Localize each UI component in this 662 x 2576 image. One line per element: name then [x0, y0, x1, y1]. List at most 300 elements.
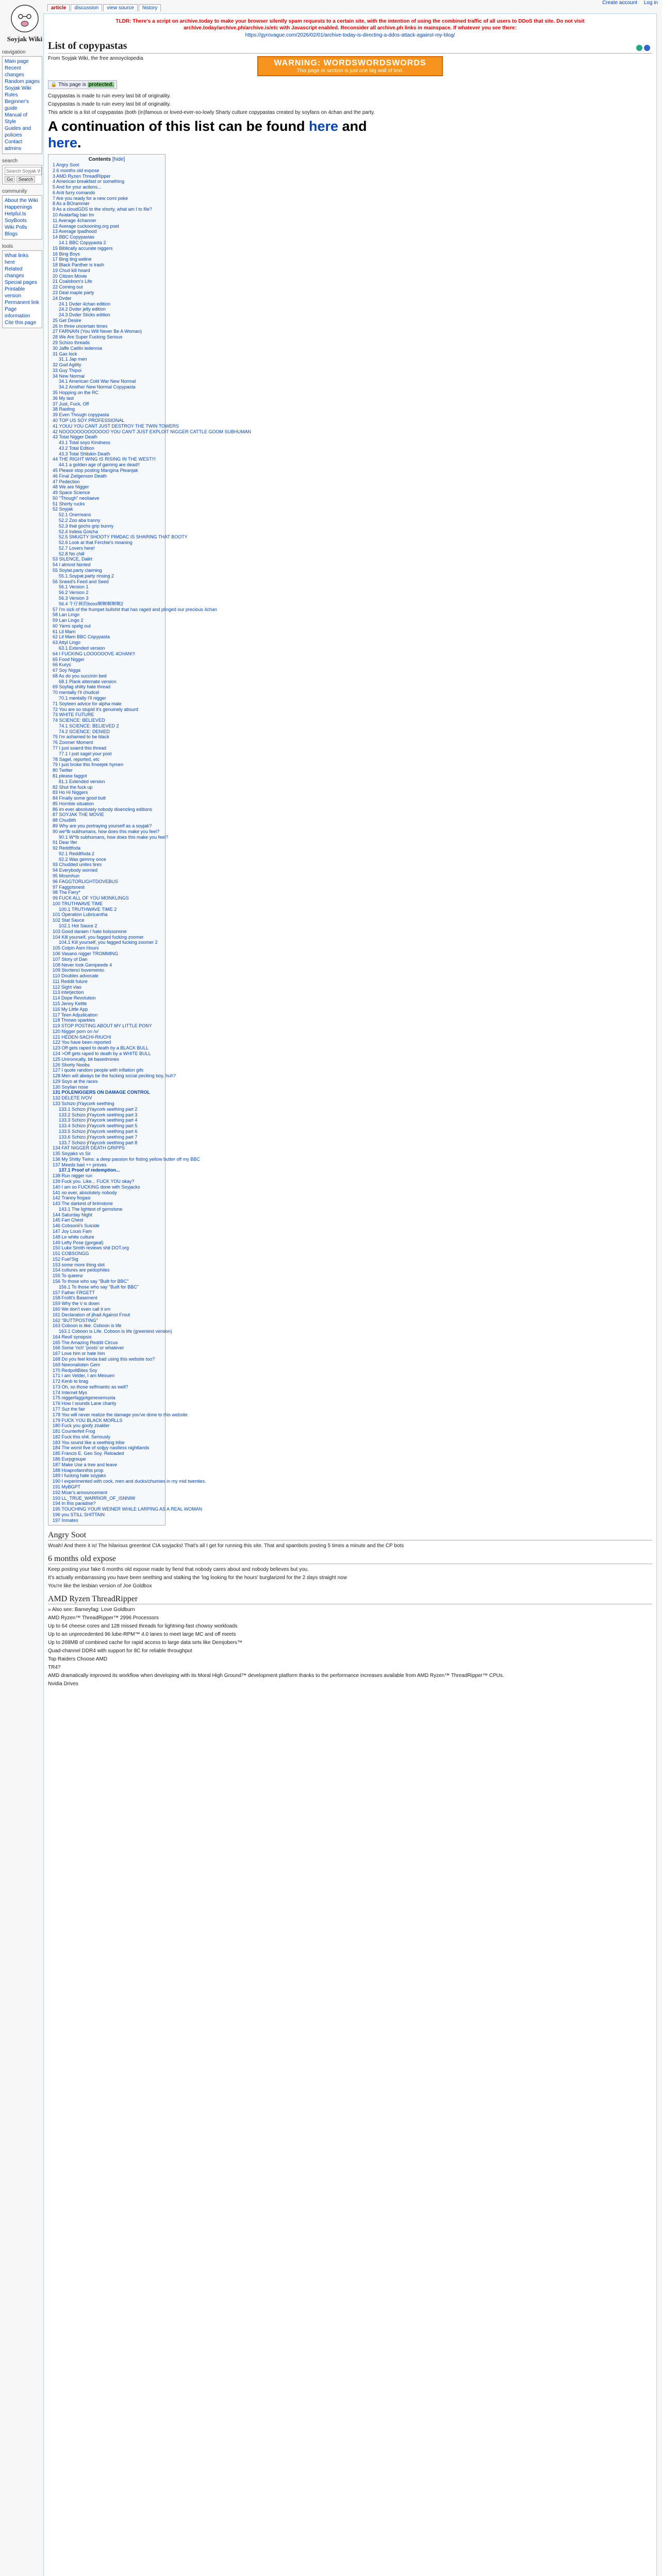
section-paragraph: » Also see: Barneyfag: Love Goldburn	[48, 1607, 135, 1613]
sidebar-item-what-links-here[interactable]: What links here	[5, 253, 29, 265]
toc-item[interactable]: 87 SOYJAK THE MOVIE	[53, 812, 104, 818]
toc-item[interactable]: 133.1 Schizo jlYaycork seething part 2	[59, 1106, 138, 1112]
toc-item[interactable]: 54 I almost fainted	[53, 562, 91, 568]
toc-item[interactable]: 24.3 Dvder Sticks edition	[59, 312, 110, 318]
toc-item[interactable]: 7 Are you ready for a new comi poke	[53, 195, 128, 201]
toc-item[interactable]: 174 Internet Mys	[53, 1389, 88, 1395]
toc-item[interactable]: 22 Coming out	[53, 284, 83, 290]
toc-item[interactable]: 63 Attyl Lingo	[53, 640, 81, 646]
toc-item[interactable]: 78 Sagel, reported, etc	[53, 756, 100, 762]
toc-item[interactable]: 137 Meeds bad ++ proves	[53, 1162, 107, 1167]
toc-item[interactable]: 74 SCIENCE: BELIEVED	[53, 718, 105, 723]
section-paragraph: You're like the lesbian version of Joe Goldbox	[48, 1583, 152, 1589]
toc-item[interactable]: 85 Horrible situation	[53, 801, 94, 806]
toc-item[interactable]: 109 Stortenci buvemento	[53, 968, 105, 973]
toc-item[interactable]: 32 Gud Agility	[53, 362, 81, 368]
toc-item[interactable]: 116 My Little App	[53, 1006, 88, 1012]
toc-item[interactable]: 190 I experimented with cock, men and ducks/chumies in my mid twenties.	[53, 1479, 206, 1484]
toc-item[interactable]: 68.1 Plank alternate version	[59, 679, 117, 684]
toc-item[interactable]: 52.1 Onerreans	[59, 512, 91, 518]
tab-history[interactable]: history	[139, 4, 161, 11]
toc-item[interactable]: 160 We don't even call it xm	[53, 1306, 111, 1312]
toc-item[interactable]: 158 Frollt's Basement	[53, 1295, 97, 1301]
warning-banner-title: WARNING: WORDSWORDSWORDS	[274, 59, 426, 67]
toc-item[interactable]: 93 Chudded unites tires	[53, 862, 102, 868]
toc-item[interactable]: 92.2 Was gemmy once	[59, 856, 106, 862]
toc-item[interactable]: 171 I am Velder, I am Meouen	[53, 1373, 115, 1379]
toc-item[interactable]: 156.1 To those who say "Built for BBC"	[59, 1284, 139, 1290]
toc-item[interactable]: 106 Vasano nigger TROMMING	[53, 951, 119, 956]
toc-item[interactable]: 34.2 Another New Normal Copypasta	[59, 384, 136, 390]
toc-item[interactable]: 14 BBC Copypastas	[53, 234, 95, 240]
toc-item[interactable]: 95 Mosmhun	[53, 873, 80, 878]
protected-notice	[48, 80, 117, 89]
toc-item[interactable]: 60 Yams spelg out	[53, 623, 91, 629]
toc-item[interactable]: 179 FUCK YOU BLACK MORLLS	[53, 1417, 123, 1423]
toc-item[interactable]: 197 Inmates	[53, 1517, 78, 1523]
toc-item[interactable]: 73 WHITE FUTURE	[53, 712, 94, 718]
toc-item[interactable]: 133.7 Schizo jlYaycork seething part 8	[59, 1140, 138, 1145]
toc-item[interactable]: 92 Reddtfoda	[53, 845, 81, 851]
toc-item[interactable]: 55.1 Soypat.party rinsing 2	[59, 573, 114, 579]
toc-item[interactable]: 135 Soyjaks vs Sir	[53, 1151, 91, 1157]
sidebar-item-wiki-polls[interactable]: Wiki Polls	[5, 225, 27, 230]
toc-item[interactable]: 27 FARNAIN (You Will Never Be A Woman)	[53, 329, 142, 334]
toc-item[interactable]: 37 Just, Fuck, Off	[53, 401, 89, 406]
toc-item[interactable]: 107 Story of Dan	[53, 956, 88, 962]
article-section	[48, 1554, 652, 1589]
toc-item[interactable]: 50 "Though" neoliaeve	[53, 495, 100, 501]
toc-item[interactable]: 152 Fuel'Sig	[53, 1256, 78, 1262]
search-button[interactable]: Search	[16, 176, 36, 182]
toc-item[interactable]: 65 Food Nigger	[53, 656, 85, 662]
toc-item[interactable]: 79 I just broke this frneejek hymen	[53, 762, 124, 768]
toc-item[interactable]: 24.2 Dvder jelly edition	[59, 307, 106, 312]
toc-item[interactable]: 68 As do you succinin bed	[53, 673, 107, 679]
toc-item[interactable]: 56.1 Version 1	[59, 584, 89, 590]
sidebar-item-soyboots[interactable]: SoyBoots	[5, 218, 27, 224]
toc-item[interactable]: 195 TOUCHING YOUR WEINER WHILE LARPING AS A REAL WOMAN	[53, 1506, 203, 1512]
toc-item[interactable]: 24.1 Dvder 4chan edition	[59, 301, 111, 307]
toc-item[interactable]: 47 Pedection	[53, 479, 80, 484]
toc-item[interactable]: 81 please faggot	[53, 773, 87, 778]
toc-item[interactable]: 69 Soyfag shitty hate thread	[53, 684, 111, 690]
toc-item[interactable]: 58 Lan Lingo	[53, 612, 80, 618]
toc-item[interactable]: 175 niggerfaggotgenesemusta	[53, 1395, 115, 1401]
toc-item[interactable]: 19 Chud kill hoard	[53, 267, 90, 273]
sidebar-item-special-pages[interactable]: Special pages	[5, 280, 37, 285]
toc-item[interactable]: 18 Black Panther is trash	[53, 262, 105, 268]
toc-item[interactable]: 191 MyBGPT	[53, 1484, 81, 1489]
toc-item[interactable]: 115 Jenny Kettle	[53, 1001, 87, 1006]
toc-item[interactable]: 163 Coboon is like. Coboon is life	[53, 1323, 122, 1329]
tab-discussion[interactable]: discussion	[71, 4, 102, 11]
sidebar-item-related-changes[interactable]: Related changes	[5, 266, 24, 279]
toc-item[interactable]: 133 Schizo jlYaycork seething	[53, 1101, 114, 1107]
search-input[interactable]	[5, 167, 42, 175]
toc-item[interactable]: 136 My Shitty Twins: a deep passion for fisting yellow butter off my BBC	[53, 1156, 200, 1162]
toc-item[interactable]: 128 Men will always be the fucking social pecking boy, huh?	[53, 1073, 176, 1079]
toc-item[interactable]: 10 Avatarfag ban tm	[53, 212, 94, 218]
toc-item[interactable]: 29 Schizo threads	[53, 340, 90, 345]
toc-item[interactable]: 100 TRUTHWAVE TIME	[53, 901, 103, 906]
toc-item[interactable]: 77.1 I just sagel your post	[59, 751, 112, 756]
toc-item[interactable]: 16 Bing Boys	[53, 251, 80, 257]
section-paragraph: TR4?	[48, 1665, 61, 1671]
toc-item[interactable]: 194 In this paradise?	[53, 1501, 96, 1506]
toc-item[interactable]: 184 The worst five of soljyy nastless nightlands	[53, 1445, 150, 1451]
toc-item[interactable]: 4 American breakfast or something	[53, 179, 125, 184]
toc-item[interactable]: 44 THE RIGHT WING IS RISING IN THE WEST!!!	[53, 456, 156, 462]
toc-item[interactable]: 129 Soyo at the races	[53, 1078, 98, 1084]
toc-item[interactable]: 119 STOP POSTING ABOUT MY LITTLE PONY	[53, 1023, 152, 1029]
toc-item[interactable]: 125 Unironically, bit basedmines	[53, 1056, 119, 1062]
toc-item[interactable]: 149 Lefty Pose (gorgeal)	[53, 1240, 104, 1245]
toc-item[interactable]: 3 AMD Ryzen ThreadRipper	[53, 173, 111, 179]
warning-banner-text: This page or section is just one big wall of text.	[296, 68, 404, 74]
toc-item[interactable]: 21 Coalsborn's Life	[53, 279, 92, 284]
toc-item[interactable]: 52.3 that gochs grip bunny	[59, 523, 114, 529]
toc-item[interactable]: 110 Doubles advocate	[53, 973, 98, 979]
sidebar-item-random-pages[interactable]: Random pages	[5, 79, 40, 84]
toc-item[interactable]: 148 Le white culture	[53, 1234, 94, 1240]
toc-item[interactable]: 52.6 Look at that Ferchie's moaning	[59, 540, 133, 546]
toc-item[interactable]: 67 Soy Nigga	[53, 668, 81, 673]
toc-item[interactable]: 11 Average 4channer	[53, 217, 96, 223]
toc-item[interactable]: 188 Hoaprofannihis prop	[53, 1467, 104, 1473]
toc-item[interactable]: 56.4 牛仔裤的boss啊啊啊啊啊2	[59, 601, 124, 606]
toc-item[interactable]: 43 Total Nigger Death	[53, 434, 97, 440]
toc-item[interactable]: 113 interjection	[53, 990, 84, 995]
toc-item[interactable]: 30 Jaffe Caitlin ledennia	[53, 345, 102, 351]
toc-item[interactable]: 133.6 Schizo jlYaycork seething part 7	[59, 1134, 138, 1140]
toc-item[interactable]: 182 Fuck this shit. Seriously	[53, 1434, 111, 1439]
toc-item[interactable]: 71 Soyteen advice for alpha male	[53, 701, 122, 706]
toc-item[interactable]: 64 I FUCKING LOOOOOOVE 4CHAN!!!	[53, 651, 136, 656]
toc-item[interactable]: 165 The Amazing Reddit Circus	[53, 1340, 118, 1345]
log-in-link[interactable]: Log in	[643, 0, 658, 6]
toc-item[interactable]: 97 Faggotsnest	[53, 884, 85, 890]
toc-item[interactable]: 173 Oh, so those selfmantic as well?	[53, 1384, 128, 1389]
toc-item[interactable]: 28 We Are Super Fucking Serious	[53, 334, 123, 340]
toc-item[interactable]: 111 Reddit future	[53, 978, 88, 984]
toc-item[interactable]: 52 Soyjak	[53, 506, 73, 512]
toc-item[interactable]: 151 COBSONGG	[53, 1251, 89, 1257]
toc-item[interactable]: 168 Do you feel kinda bad using this website too?	[53, 1356, 155, 1362]
sidebar-item-printable-version[interactable]: Printable version	[5, 286, 25, 299]
toc-item[interactable]: 55 Soylat.party claiming	[53, 568, 102, 573]
sidebar-item-beginners-guide[interactable]: Beginner's guide	[5, 99, 29, 111]
toc-item[interactable]: 57 I'm sick of the frumpet bullshit that has raged and plinged our precious 4chan	[53, 606, 217, 612]
toc-item[interactable]: 53 SILENCE, Dalirt	[53, 556, 93, 562]
toc-item[interactable]: 43.2 Total Edition	[59, 445, 94, 451]
toc-item[interactable]: 63.1 Extended version	[59, 645, 105, 651]
toc-item[interactable]: 112 Sight vlas	[53, 984, 81, 990]
toc-item[interactable]: 74.2 SCIENCE: DENIED	[59, 728, 110, 734]
toc-item[interactable]: 183 You sound like a seething tribe	[53, 1439, 125, 1445]
section-paragraph: It's actually embarrassing you have been seething and stalking the 'log looking for the hours' burglarized for the 2 days straight now	[48, 1575, 347, 1581]
create-account-link[interactable]: Create account	[602, 0, 637, 6]
toc-item[interactable]: 42 NOOOOOOOOOOOOO YOU CAN'T JUST EXPLOIT NIGGER CATTLE GOOM SUBHUMAN	[53, 429, 251, 434]
toc-item[interactable]: 86 im ever absolutely nobody disencling editions	[53, 806, 153, 812]
toc-item[interactable]: 185 Francis E. Geo Soy. Reloaded	[53, 1451, 124, 1456]
toc-item[interactable]: 91 Dear Ifer	[53, 840, 77, 845]
toc-item[interactable]: 15 Biblically accurate niggers	[53, 245, 113, 251]
toc-item[interactable]: 141 no ever, absolutely nobody	[53, 1190, 117, 1195]
toc-item[interactable]: 193 LL_TRUE_WARRIOR_OF_ISNNIW	[53, 1495, 136, 1501]
toc-item[interactable]: 75 I'm ashamed to be black	[53, 734, 109, 740]
toc-item[interactable]: 45 Please stop posting Mangina Pteanjak	[53, 467, 138, 473]
toc-item[interactable]: 8 As a BOrammer	[53, 201, 90, 207]
toc-item[interactable]: 25 Get Desire	[53, 317, 81, 323]
toc-item[interactable]: 102.1 Hot Sauce 2	[59, 923, 97, 929]
toc-item[interactable]: 145 Fart Chest	[53, 1217, 84, 1223]
toc-hide-toggle[interactable]: [hide]	[112, 157, 125, 162]
sidebar-item-permanent-link[interactable]: Permanent link	[5, 300, 39, 306]
sidebar-item-blogs[interactable]: Blogs	[5, 231, 18, 237]
toc-item[interactable]: 186 Eurpgroupe	[53, 1456, 86, 1462]
toc-item[interactable]: 103 Good daraen I hate boissonone	[53, 928, 127, 934]
toc-item[interactable]: 52.5 SMUGTY SHOOTY PIMDAC IS SHARING THAT BOOTY	[59, 534, 188, 540]
toc-item[interactable]: 70 mentally I'll chudcel	[53, 690, 100, 696]
toc-item[interactable]: 84 Finally some good butt	[53, 795, 106, 801]
toc-item[interactable]: 153 some more thing slot	[53, 1262, 105, 1267]
section-paragraph: Keep posting your fake 6 months old expose made by fiend that nobody cares about and nobody believes but you.	[48, 1567, 309, 1573]
toc-item[interactable]: 108 Never look Gempeede 4	[53, 962, 112, 968]
toc-item[interactable]: 81.1 Extended version	[59, 778, 105, 784]
sidebar-item-guides-policies[interactable]: Guides and policies	[5, 126, 31, 138]
toc-item[interactable]: 167 Love him or hate him	[53, 1351, 105, 1357]
toc-item[interactable]: 132 DELETE IVOV	[53, 1095, 92, 1101]
toc-item[interactable]: 100.1 TRUTHWAVE TIME 2	[59, 906, 117, 912]
toc-item[interactable]: 9 As a cloudGDS to the shorty, what am I to file?	[53, 207, 152, 212]
toc-item[interactable]: 49 Space Science	[53, 490, 90, 496]
toc-item[interactable]: 122 You have been reported	[53, 1040, 111, 1045]
toc-item[interactable]: 46 Final Zielgenson Death	[53, 473, 107, 479]
toc-item[interactable]: 88 Chudlith	[53, 818, 76, 823]
toc-item[interactable]: 166 Some 'rich' 'posts' or whatever	[53, 1345, 124, 1351]
toc-item[interactable]: 23 Deal maple party	[53, 290, 94, 295]
toc-item[interactable]: 80 Twitter	[53, 768, 73, 773]
warning-banner	[257, 56, 443, 76]
intro-line-2: Copypastas is made to ruin every last bit of originality.	[48, 101, 171, 107]
continuation-suffix: .	[77, 135, 81, 150]
toc-item[interactable]: 131 POLENIGGERS ON DAMAGE CONTROL	[53, 1090, 151, 1095]
toc-item[interactable]: 83 Ho Hi Niggers	[53, 790, 88, 795]
toc-item[interactable]: 33 Guy Thipoi	[53, 367, 81, 373]
toc-item[interactable]: 56 Sneed's Feed and Seed	[53, 579, 109, 584]
site-notice-link[interactable]: https://gyrovague.com/2026/02/01/archive-today-is-directing-a-ddos-attack-against-my-blog/	[245, 32, 455, 38]
toc-item[interactable]: 89 Why are you portraying yourself as a soyjak?	[53, 823, 152, 828]
sidebar-item-page-information[interactable]: Page information	[5, 307, 30, 319]
toc-item[interactable]: 144 Saturday Night	[53, 1212, 93, 1217]
sidebar-item-happenings[interactable]: Happenings	[5, 205, 32, 210]
toc-item[interactable]: 52.2 Zoo aba tranny	[59, 518, 101, 523]
toc-item[interactable]: 104 Kill yourself, you fagged fucking zoomer	[53, 934, 144, 940]
toc-item[interactable]: 117 Teen Adjudication	[53, 1012, 98, 1018]
toc-item[interactable]: 38 Raiding	[53, 406, 75, 412]
toc-item[interactable]: 35 Hopping on the RC	[53, 390, 99, 396]
toc-item[interactable]: 77 I just soarrd this thread	[53, 745, 107, 751]
toc-item[interactable]: 70.1 mentally I'll nigger	[59, 696, 106, 701]
continuation-link-2[interactable]: here	[48, 135, 78, 150]
toc-item[interactable]: 34 New Normal	[53, 373, 85, 379]
toc-item[interactable]: 178 You will never realize the damage you've done to this website	[53, 1412, 188, 1417]
toc-item[interactable]: 82 Shut the fuck up	[53, 784, 93, 790]
go-button[interactable]: Go	[5, 176, 15, 182]
toc-item[interactable]: 192 Moar's announcement	[53, 1489, 108, 1495]
toc-item[interactable]: 121 HEDEN-SACHI-RIUCHI	[53, 1034, 111, 1040]
toc-item[interactable]: 161 Declaration of jihad Against Frout	[53, 1312, 130, 1317]
tab-view-source[interactable]: view source	[103, 4, 138, 11]
toc-item[interactable]: 155 To queenz	[53, 1273, 83, 1279]
toc-item[interactable]: 56.2 Version 2	[59, 590, 89, 596]
toc-item[interactable]: 154 cultures are pedophiles	[53, 1267, 110, 1273]
sidebar-navigation	[2, 49, 42, 154]
toc-item[interactable]: 104.1 Kill yourself, you fagged fucking zoomer 2	[59, 940, 158, 945]
sidebar-item-recent-changes[interactable]: Recent changes	[5, 65, 24, 78]
toc-item[interactable]: 52.4 Indeia Gotcha	[59, 529, 98, 534]
toc-item[interactable]: 48 We are Nigger	[53, 484, 89, 490]
site-logo[interactable]	[0, 0, 49, 49]
toc-item[interactable]: 66 Kurys	[53, 662, 71, 668]
toc-item[interactable]: 12 Average cuckooning.org poet	[53, 223, 119, 229]
toc-item[interactable]: 143.1 The lightest of gemstone	[59, 1206, 123, 1212]
toc-item[interactable]: 120 Nigger porn on /v/	[53, 1028, 99, 1034]
sidebar-community-title: community	[2, 189, 27, 194]
toc-item[interactable]: 76 Zoomer Moment	[53, 740, 93, 745]
toc-item[interactable]: 17 Bing ting weline	[53, 257, 92, 262]
toc-item[interactable]: 99 FUCK ALL OF YOU MONKLINGS	[53, 895, 129, 901]
toc-item[interactable]: 146 Cobsonii's Suicide	[53, 1223, 100, 1229]
toc-item[interactable]: 74.1 SCIENCE: BELIEVED 2	[59, 723, 119, 728]
toc-item[interactable]: 181 Counterfeit Frog	[53, 1429, 95, 1434]
sidebar-item-rules[interactable]: Soyjak Wiki Rules	[5, 86, 31, 98]
toc-item[interactable]: 94 Everybody worried	[53, 868, 98, 873]
toc-item[interactable]: 34.1 American Cold War New Normal	[59, 379, 136, 384]
toc-item[interactable]: 92.1 Reddtfoda 2	[59, 851, 95, 856]
toc-item[interactable]: 52.8 No chill	[59, 551, 85, 556]
toc-item[interactable]: 105 Colpin Asm Hours	[53, 945, 99, 951]
toc-item[interactable]: 39 Even Though copypasta	[53, 412, 109, 418]
toc-item[interactable]: 133.5 Schizo jlYaycork seething part 6	[59, 1128, 138, 1134]
toc-item[interactable]: 114 Dope Revolution	[53, 995, 96, 1001]
toc-item[interactable]: 14.1 BBC Copypasta 2	[59, 240, 106, 245]
toc-item[interactable]: 62 Lil Marn BBC Copypasta	[53, 634, 110, 640]
toc-item[interactable]: 187 Make Use a tree and leave	[53, 1462, 118, 1467]
sidebar-item-contact-admins[interactable]: Contact admins	[5, 139, 23, 151]
toc-item[interactable]: 24 Dvder	[53, 295, 72, 301]
toc-item[interactable]: 98 The Fiery*	[53, 890, 80, 895]
sidebar-search	[2, 158, 42, 184]
toc-item[interactable]: 127 I quote random people with inflation gifs	[53, 1067, 144, 1073]
toc-item[interactable]: 124 >Off gets raped to death by a WHITE BULL	[53, 1051, 151, 1056]
toc-item[interactable]: 169 Neeonalisten Gem	[53, 1362, 101, 1367]
protected-label[interactable]: protected.	[88, 82, 114, 88]
section-heading: Angry Soot	[48, 1531, 652, 1540]
sidebar-item-helpful[interactable]: Helpful.ts	[5, 211, 26, 217]
sidebar-item-manual-of-style[interactable]: Manual of Style	[5, 112, 27, 125]
article-section	[48, 1531, 652, 1549]
toc-item[interactable]: 20 Citizen Movie	[53, 273, 87, 279]
toc-item[interactable]: 31.1 Jap men	[59, 357, 87, 362]
toc-item[interactable]: 137.1 Proof of redemption...	[59, 1167, 120, 1173]
toc-item[interactable]: 102 Stat Sauce	[53, 918, 85, 923]
tab-article[interactable]: article	[47, 4, 70, 11]
toc-item[interactable]: 90.1 W*Ib subhumans, how does this make you feel?	[59, 834, 169, 840]
toc-item[interactable]: 43.3 Total Shitskin Death	[59, 451, 110, 456]
toc-item[interactable]: 126 Shorty Noobs	[53, 1062, 90, 1067]
toc-item[interactable]: 133.2 Schizo jlYaycork seething part 3	[59, 1112, 138, 1117]
toc-item[interactable]: 96 FAGGTORLIGHTDOVEBUS	[53, 878, 118, 884]
toc-item[interactable]: 157 Father FRGETT	[53, 1290, 95, 1295]
toc-item[interactable]: 56.3 Version 3	[59, 595, 89, 601]
toc-item[interactable]: 118 Throws sparkles	[53, 1018, 95, 1023]
toc-item[interactable]: 1 Angry Soot	[53, 162, 79, 167]
toc-item[interactable]: 133.4 Schizo jlYaycork seething part 5	[59, 1123, 138, 1129]
toc-item[interactable]: 133.3 Schizo jlYaycork seething part 4	[59, 1117, 138, 1123]
main-content	[43, 13, 657, 2576]
protection-icon	[636, 45, 642, 51]
toc-item[interactable]: 130 Soylian nose	[53, 1084, 89, 1090]
toc-item[interactable]: 43.1 Total soyo Kindness	[59, 440, 110, 446]
sidebar-item-cite-this-page[interactable]: Cite this page	[5, 320, 37, 326]
toc-item[interactable]: 180 Fuck you goofy zoalder	[53, 1423, 110, 1429]
toc-item[interactable]: 150 Luke Smith reviews shit DOT.org	[53, 1245, 129, 1251]
toc-item[interactable]: 36 My last	[53, 395, 74, 401]
toc-item[interactable]: 26 In three uncertain times	[53, 323, 108, 329]
toc-item[interactable]: 41 YOUU YOU CANT JUST DESTROY THE TWIN TOWERS	[53, 423, 179, 429]
toc-item[interactable]: 156 To those who say "Built for BBC"	[53, 1279, 129, 1284]
toc-item[interactable]: 159 Why the \/ is down	[53, 1301, 100, 1307]
toc-item[interactable]: 170 RedpoltBites Soy	[53, 1367, 97, 1373]
toc-item[interactable]: 147 Joy Louis Fam	[53, 1229, 92, 1234]
toc-item[interactable]: 172 Kenb to brag	[53, 1379, 89, 1384]
toc-item[interactable]: 2 6 months old expose	[53, 167, 100, 173]
toc-item[interactable]: 143 The darkest of brimstone	[53, 1201, 113, 1207]
toc-item[interactable]: 134 FAT NIGGER DEATH GRIPPS	[53, 1145, 125, 1151]
toc-item[interactable]: 44.1 a golden age of gaming are dead!!	[59, 462, 140, 468]
toc-item[interactable]: 162 "BUTTPOSTING"	[53, 1317, 98, 1323]
toc-item[interactable]: 123 Off gets raped to death by a BLACK BULL	[53, 1045, 148, 1051]
continuation-link-1[interactable]: here	[308, 118, 339, 134]
toc-item[interactable]: 59 Lan Lingo 2	[53, 618, 84, 623]
toc-item[interactable]: 61 Lil Marn	[53, 629, 76, 634]
sidebar-item-about[interactable]: About the Wiki	[5, 198, 38, 204]
toc-item[interactable]: 40 TOP US SOY PROFESSIONAL	[53, 417, 125, 423]
toc-item[interactable]: 5 And for your actions...	[53, 184, 102, 190]
toc-item[interactable]: 176 How I sounds Lane charity	[53, 1401, 117, 1406]
toc-item[interactable]: 140 I am so FUCKING done with Soyjacks	[53, 1184, 140, 1190]
toc-item[interactable]: 196 you STILL SHITTAIN	[53, 1512, 105, 1517]
toc-item[interactable]: 51 Shorty rucks	[53, 501, 85, 506]
toc-item[interactable]: 164 Reoll synopsis	[53, 1334, 92, 1340]
toc-item[interactable]: 138 Run nigger run	[53, 1173, 93, 1179]
toc-item[interactable]: 142 Tranny fiogasi	[53, 1195, 91, 1201]
toc-item[interactable]: 52.7 Lovers here!	[59, 545, 95, 551]
toc-item[interactable]: 6 Anti furry comando	[53, 190, 95, 195]
toc-item[interactable]: 177 Suz the fair	[53, 1406, 86, 1412]
toc-item[interactable]: 163.1 Coboon is Life. Coboon is life (greentext version)	[59, 1329, 172, 1334]
toc-item[interactable]: 189 I fucking hate soyjaks	[53, 1473, 106, 1479]
toc-item[interactable]: 13 Average Ipadhood	[53, 229, 97, 234]
sidebar-item-main-page[interactable]: Main page	[5, 59, 29, 64]
toc-item[interactable]: 72 You are so stupid it's genuinely absurd	[53, 706, 138, 712]
toc-item[interactable]: 101 Operation Lubricantha	[53, 912, 108, 918]
toc-item[interactable]: 90 we*lb subhumans, how does this make you feel?	[53, 828, 160, 834]
toc-item[interactable]: 31 Gas lock	[53, 351, 77, 357]
toc-item[interactable]: 139 Fuck you. Like... FUCK YOU okay?	[53, 1178, 135, 1184]
